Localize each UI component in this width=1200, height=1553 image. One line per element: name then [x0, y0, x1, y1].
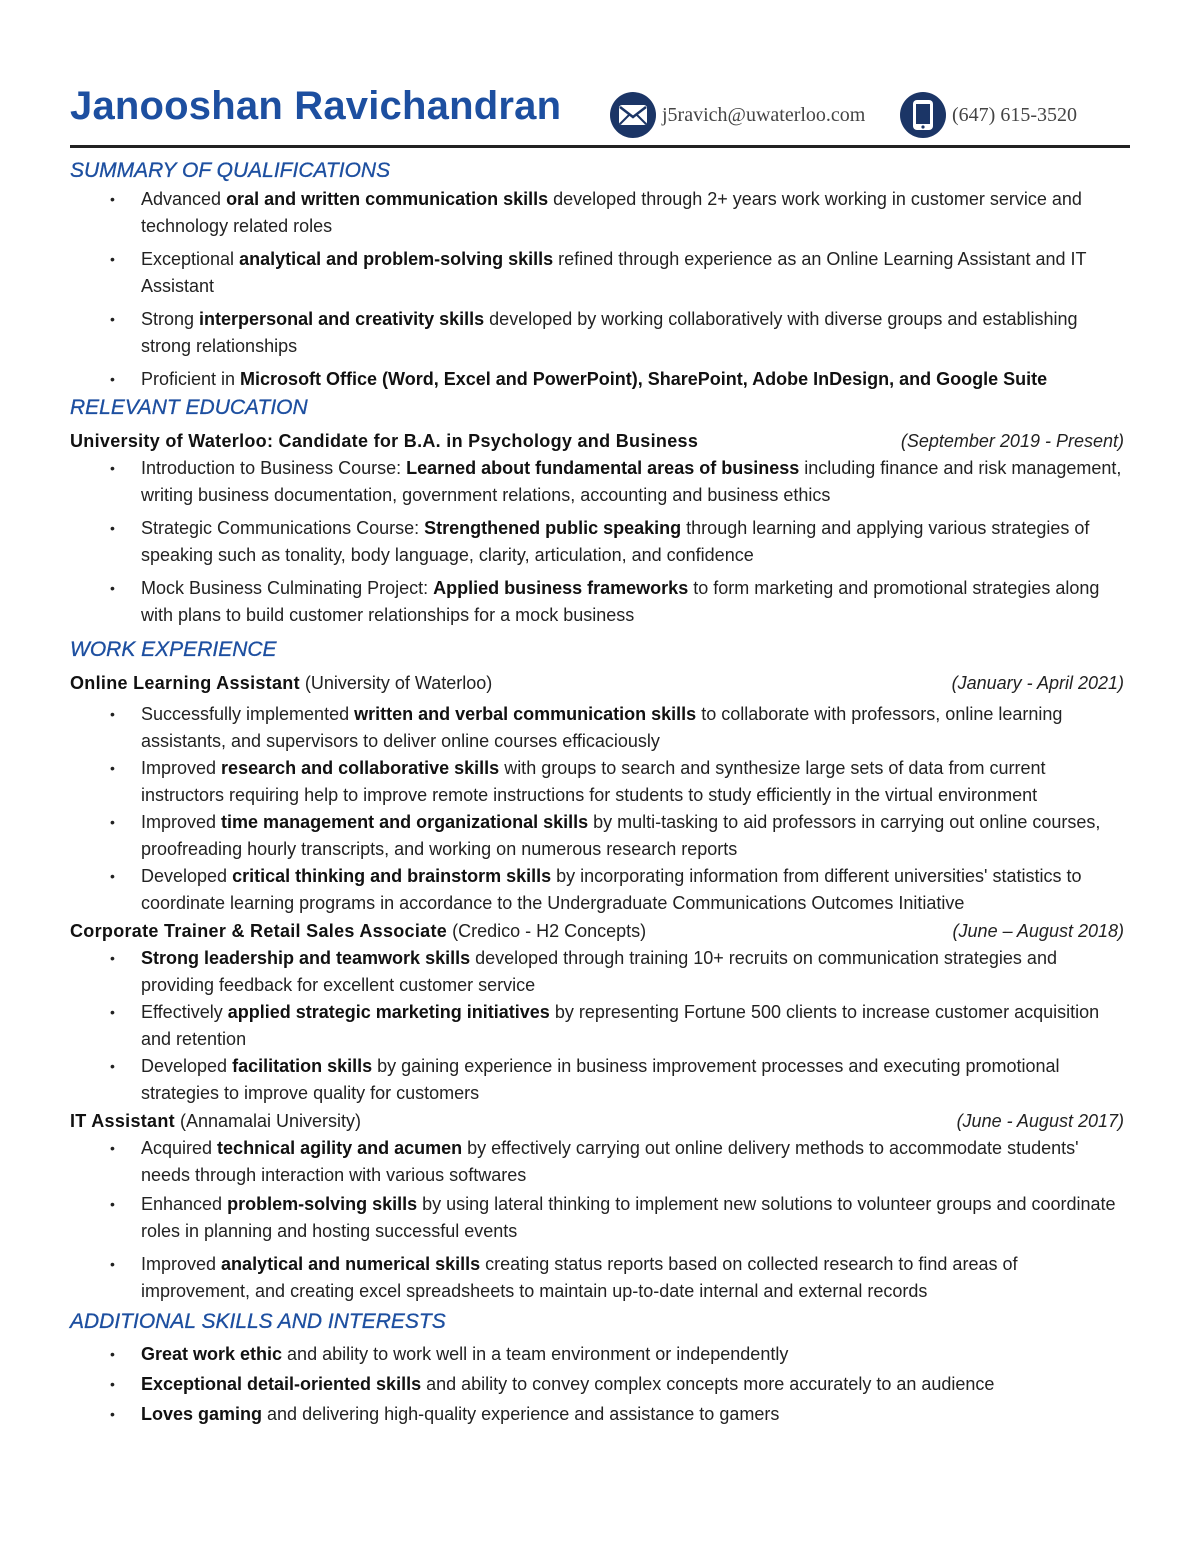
job-bullet-list: [70, 701, 1130, 917]
list-item: • Mock Business Culminating Project: Applied business frameworks to form marketing and promotional strategies along with plans to build customer relationships for a mock business: [110, 578, 1100, 625]
job-role: IT Assistant: [70, 1111, 175, 1131]
list-item: • Effectively applied strategic marketing initiatives by representing Fortune 500 clients to increase customer acquisition and retention: [110, 1002, 1100, 1049]
job-org: (Annamalai University): [174, 1111, 362, 1131]
candidate-name: Janooshan Ravichandran: [70, 84, 562, 128]
list-item: • Developed critical thinking and brainstorm skills by incorporating information from different universities' statistics to coordinate learning programs in accordance to the Undergraduate Communications Outcomes Initiative: [110, 866, 1082, 913]
job-entry-it-assistant: [70, 1107, 1130, 1135]
list-item: • Loves gaming and delivering high-quality experience and assistance to gamers: [110, 1404, 780, 1424]
smartphone-icon: [900, 92, 946, 138]
resume-page: [70, 78, 1130, 1434]
job-entry-online-learning-assistant: [70, 669, 1130, 697]
job-role: Corporate Trainer & Retail Sales Associate: [70, 921, 448, 941]
list-item: • Strong interpersonal and creativity skills developed by working collaboratively with diverse groups and establishing strong relationships: [110, 309, 1078, 356]
list-item: • Acquired technical agility and acumen by effectively carrying out online delivery methods to accommodate students' needs through interaction with various softwares: [110, 1138, 1079, 1185]
skills-section-title: ADDITIONAL SKILLS AND INTERESTS: [70, 1310, 446, 1333]
job-dates: (January - April 2021): [951, 673, 1124, 693]
envelope-icon: [610, 92, 656, 138]
job-org: (University of Waterloo): [299, 673, 493, 693]
list-item: • Strategic Communications Course: Strengthened public speaking through learning and applying various strategies of speaking such as tonality, body language, clarity, articulation, and confidence: [110, 518, 1090, 565]
list-item: • Exceptional analytical and problem-solving skills refined through experience as an Online Learning Assistant and IT Assistant: [110, 249, 1087, 296]
phone-contact: [900, 92, 1077, 138]
job-dates: (June – August 2018): [952, 921, 1124, 941]
job-bullet-list: [70, 945, 1130, 1107]
skills-list: [70, 1341, 1130, 1428]
list-item: • Developed facilitation skills by gaining experience in business improvement processes and executing promotional strategies to improve quality for customers: [110, 1056, 1060, 1103]
job-role: Online Learning Assistant: [70, 673, 300, 693]
list-item: • Proficient in Microsoft Office (Word, Excel and PowerPoint), SharePoint, Adobe InDesign, and Google Suite: [110, 369, 1048, 389]
list-item: • Great work ethic and ability to work well in a team environment or independently: [110, 1344, 789, 1364]
list-item: • Improved analytical and numerical skills creating status reports based on collected research to find areas of improvement, and creating excel spreadsheets to maintain up-to-date internal and external records: [110, 1254, 1018, 1301]
degree-title: University of Waterloo: Candidate for B.A. in Psychology and Business: [70, 431, 699, 451]
email-contact: [610, 92, 865, 138]
education-entry: [70, 427, 1130, 455]
job-dates: (June - August 2017): [956, 1111, 1124, 1131]
job-entry-corporate-trainer: [70, 917, 1130, 945]
list-item: • Advanced oral and written communication skills developed through 2+ years work working in customer service and technology related roles: [110, 189, 1082, 236]
education-list: [70, 455, 1130, 629]
list-item: • Introduction to Business Course: Learned about fundamental areas of business including finance and risk management, writing business documentation, government relations, accounting and business ethics: [110, 458, 1122, 505]
list-item: • Enhanced problem-solving skills by using lateral thinking to implement new solutions to volunteer groups and coordinate roles in planning and hosting successful events: [110, 1194, 1116, 1241]
resume-header: [70, 78, 1130, 148]
job-bullet-list: [70, 1135, 1130, 1305]
education-section-title: RELEVANT EDUCATION: [70, 396, 308, 419]
list-item: • Strong leadership and teamwork skills developed through training 10+ recruits on communication strategies and providing feedback for excellent customer service: [110, 948, 1057, 995]
list-item: • Exceptional detail-oriented skills and ability to convey complex concepts more accurately to an audience: [110, 1374, 995, 1394]
list-item: • Improved research and collaborative skills with groups to search and synthesize large sets of data from current instructors requiring help to improve remote instructions for students to study efficiently in the virtual environment: [110, 758, 1046, 805]
list-item: • Improved time management and organizational skills by multi-tasking to aid professors in carrying out online courses, proofreading hourly transcripts, and working on numerous research reports: [110, 812, 1101, 859]
work-section-title: WORK EXPERIENCE: [70, 638, 277, 661]
summary-list: [70, 186, 1130, 393]
summary-section-title: SUMMARY OF QUALIFICATIONS: [70, 159, 391, 182]
phone-number[interactable]: (647) 615-3520: [952, 103, 1077, 126]
education-dates: (September 2019 - Present): [900, 431, 1124, 451]
email-address[interactable]: j5ravich@uwaterloo.com: [662, 103, 866, 126]
job-org: (Credico - H2 Concepts): [447, 921, 647, 941]
list-item: • Successfully implemented written and verbal communication skills to collaborate with professors, online learning assistants, and supervisors to deliver online courses efficaciously: [110, 704, 1063, 751]
